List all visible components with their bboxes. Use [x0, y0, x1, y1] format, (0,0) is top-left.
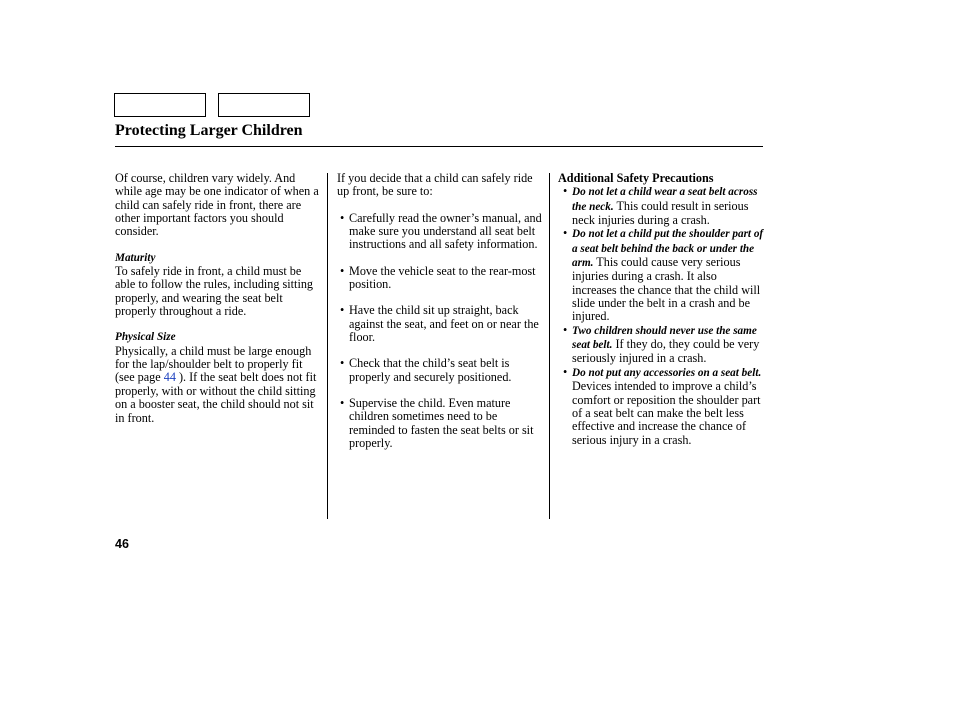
warning-lead: Two children should never use the same seat belt. [572, 324, 757, 352]
warning-lead: Do not put any accessories on a seat belt. [572, 366, 762, 379]
column-divider [549, 173, 550, 519]
intro-paragraph: If you decide that a child can safely ride up front, be sure to: [337, 171, 533, 199]
size-text-after: ). If the seat belt does not fit properly, with or without the child sitting on a booster seat, the child should not sit in front. [115, 370, 317, 425]
title-rule [115, 146, 763, 147]
size-text-before: Physically, a child must be large enough for the lap/shoulder belt to properly fit (see page [115, 343, 312, 385]
warning-lead: Do not let a child put the shoulder part of a seat belt behind the back or under the arm. [572, 228, 764, 270]
column-2 [337, 172, 543, 451]
maturity-heading: Maturity [115, 251, 156, 264]
page-link-44[interactable]: 44 [163, 370, 176, 385]
warning-text: This could cause very serious injuries during a crash. It also increases the chance that the child will slide under the belt in a crash and be injured. [572, 255, 761, 324]
list-item [558, 185, 764, 227]
list-item: • Supervise the child. Even mature children sometimes need to be reminded to fasten the seat belts or sit properly. [337, 397, 543, 450]
list-item [558, 227, 764, 323]
warning-lead: Do not let a child wear a seat belt across the neck. [572, 186, 758, 213]
column-3 [558, 172, 764, 447]
list-item: • Move the vehicle seat to the rear-most position. [337, 265, 543, 292]
precautions-heading: Additional Safety Precautions [558, 171, 714, 185]
physical-size-heading: Physical Size [115, 331, 176, 344]
warning-text: This could result in serious neck injuries during a crash. [572, 198, 749, 228]
list-item [558, 324, 764, 366]
list-item: • Check that the child’s seat belt is properly and securely positioned. [337, 357, 543, 384]
column-divider [327, 173, 328, 519]
page-title: Protecting Larger Children [115, 122, 303, 139]
list-item: • Have the child sit up straight, back against the seat, and feet on or near the floor. [337, 304, 543, 344]
intro-paragraph: Of course, children vary widely. And while age may be one indicator of when a child can safely ride in front, there are other important factors you should consider. [115, 171, 319, 239]
maturity-paragraph: To safely ride in front, a child must be able to follow the rules, including sitting properly, and wearing the seat belt properly throughout a ride. [115, 264, 314, 319]
checklist [337, 212, 543, 451]
list-item [558, 366, 764, 447]
list-item: • Carefully read the owner’s manual, and make sure you understand all seat belt instructions and all safety information. [337, 212, 543, 252]
warning-text: Devices intended to improve a child’s comfort or reposition the shoulder part of a seat belt can make the belt less effective and increase the chance of serious injury in a crash. [572, 379, 761, 447]
physical-size-paragraph [115, 345, 323, 425]
column-1 [115, 172, 323, 425]
warning-text: If they do, they could be very seriously injured in a crash. [572, 337, 760, 366]
nav-button-next[interactable] [218, 93, 310, 117]
page-number: 46 [115, 537, 129, 551]
precautions-list [558, 185, 764, 447]
nav-button-prev[interactable] [114, 93, 206, 117]
